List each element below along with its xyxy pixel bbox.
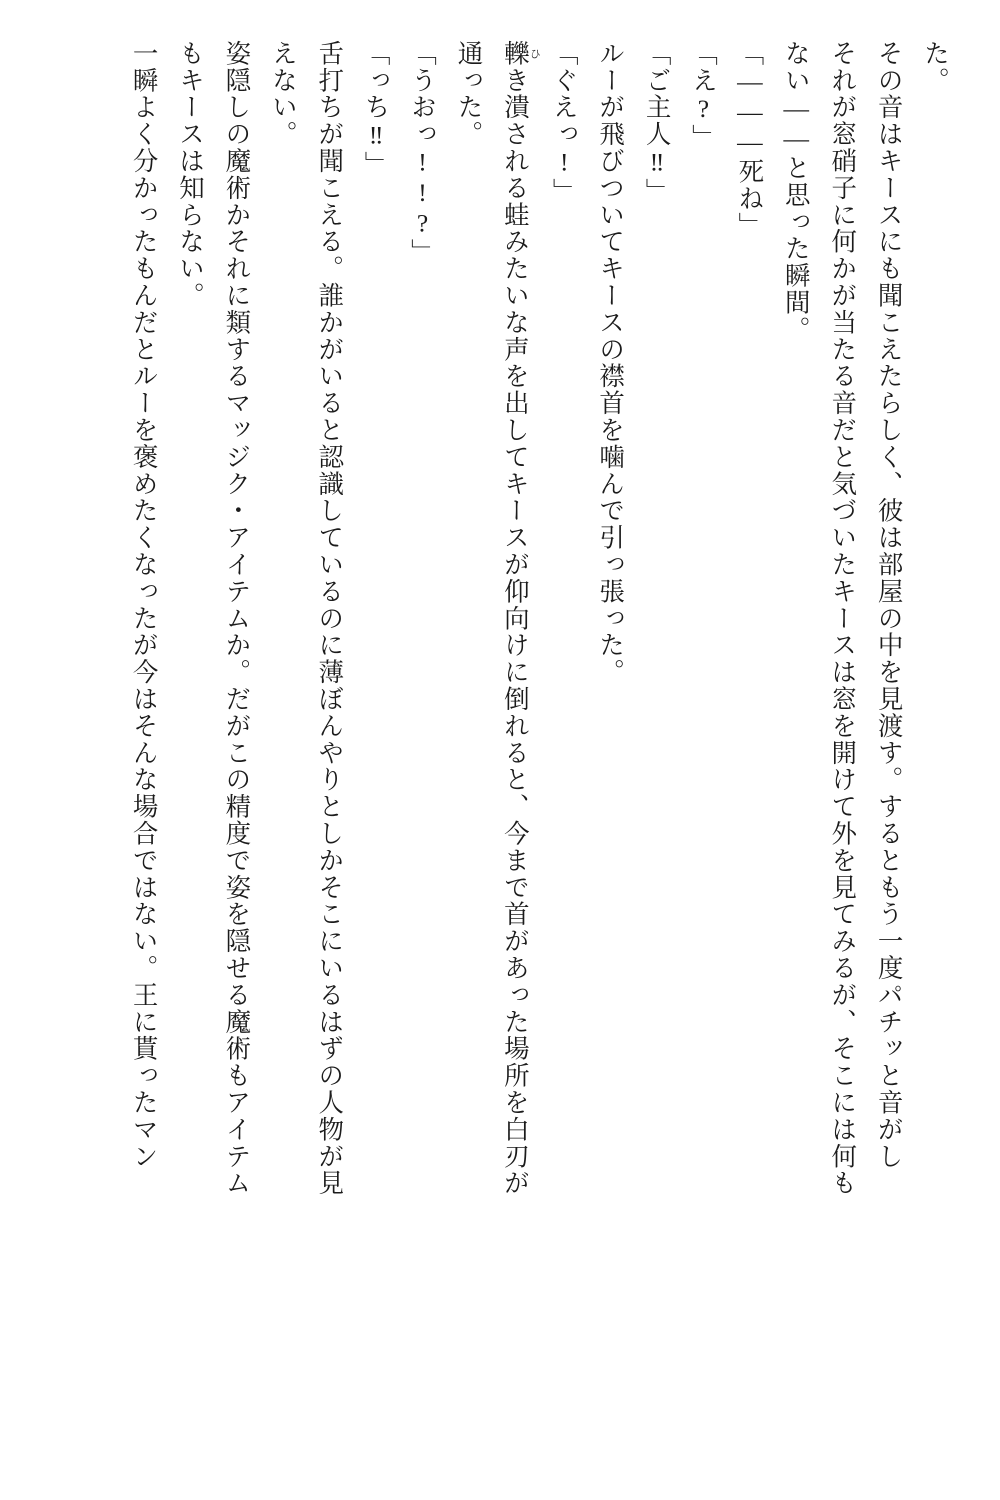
paragraph: 一瞬よく分かったもんだとルーを褒めたくなったが今はそんな場合ではない。王に貰ったマン [129,40,159,1170]
paragraph: ルーが飛びついてキースの襟首を噛んで引っ張った。 [596,40,626,686]
vertical-text-body [38,40,958,1440]
paragraph: ない――と思った瞬間。 [781,40,811,343]
paragraph: それが窓硝子に何かが当たる音だと気づいたキースは窓を開けて外を見てみるが、そこには何も [828,40,858,1197]
paragraph: その音はキースにも聞こえたらしく、彼は部屋の中を見渡す。するともう一度パチッと音がし [874,40,904,1170]
paragraph: 「っち‼」 [361,40,391,178]
paragraph: 轢ひき潰される蛙みたいな声を出してキースが仰向けに倒れると、今まで首があった場所を白刃が [500,40,541,1197]
paragraph: 舌打ちが聞こえる。誰かがいると認識しているのに薄ぼんやりとしかそこにいるはずの人物が見 [315,40,345,1197]
ruby-annotation: 轢ひ [500,40,541,67]
paragraph: 「―――死ね」 [735,40,765,239]
paragraph: もキースは知らない。 [176,40,205,309]
paragraph: 「うおっ!!?」 [408,40,438,266]
paragraph: た。 [921,40,950,94]
paragraph: 「ご主人‼」 [642,40,672,205]
paragraph: 「え?」 [688,40,718,152]
paragraph: えない。 [268,40,298,148]
paragraph: 「ぐえっ!」 [549,40,579,205]
paragraph: 通った。 [454,40,484,148]
paragraph: 姿隠しの魔術かそれに類するマッジク・アイテムか。だがこの精度で姿を隠せる魔術もアイテム [222,40,252,1197]
